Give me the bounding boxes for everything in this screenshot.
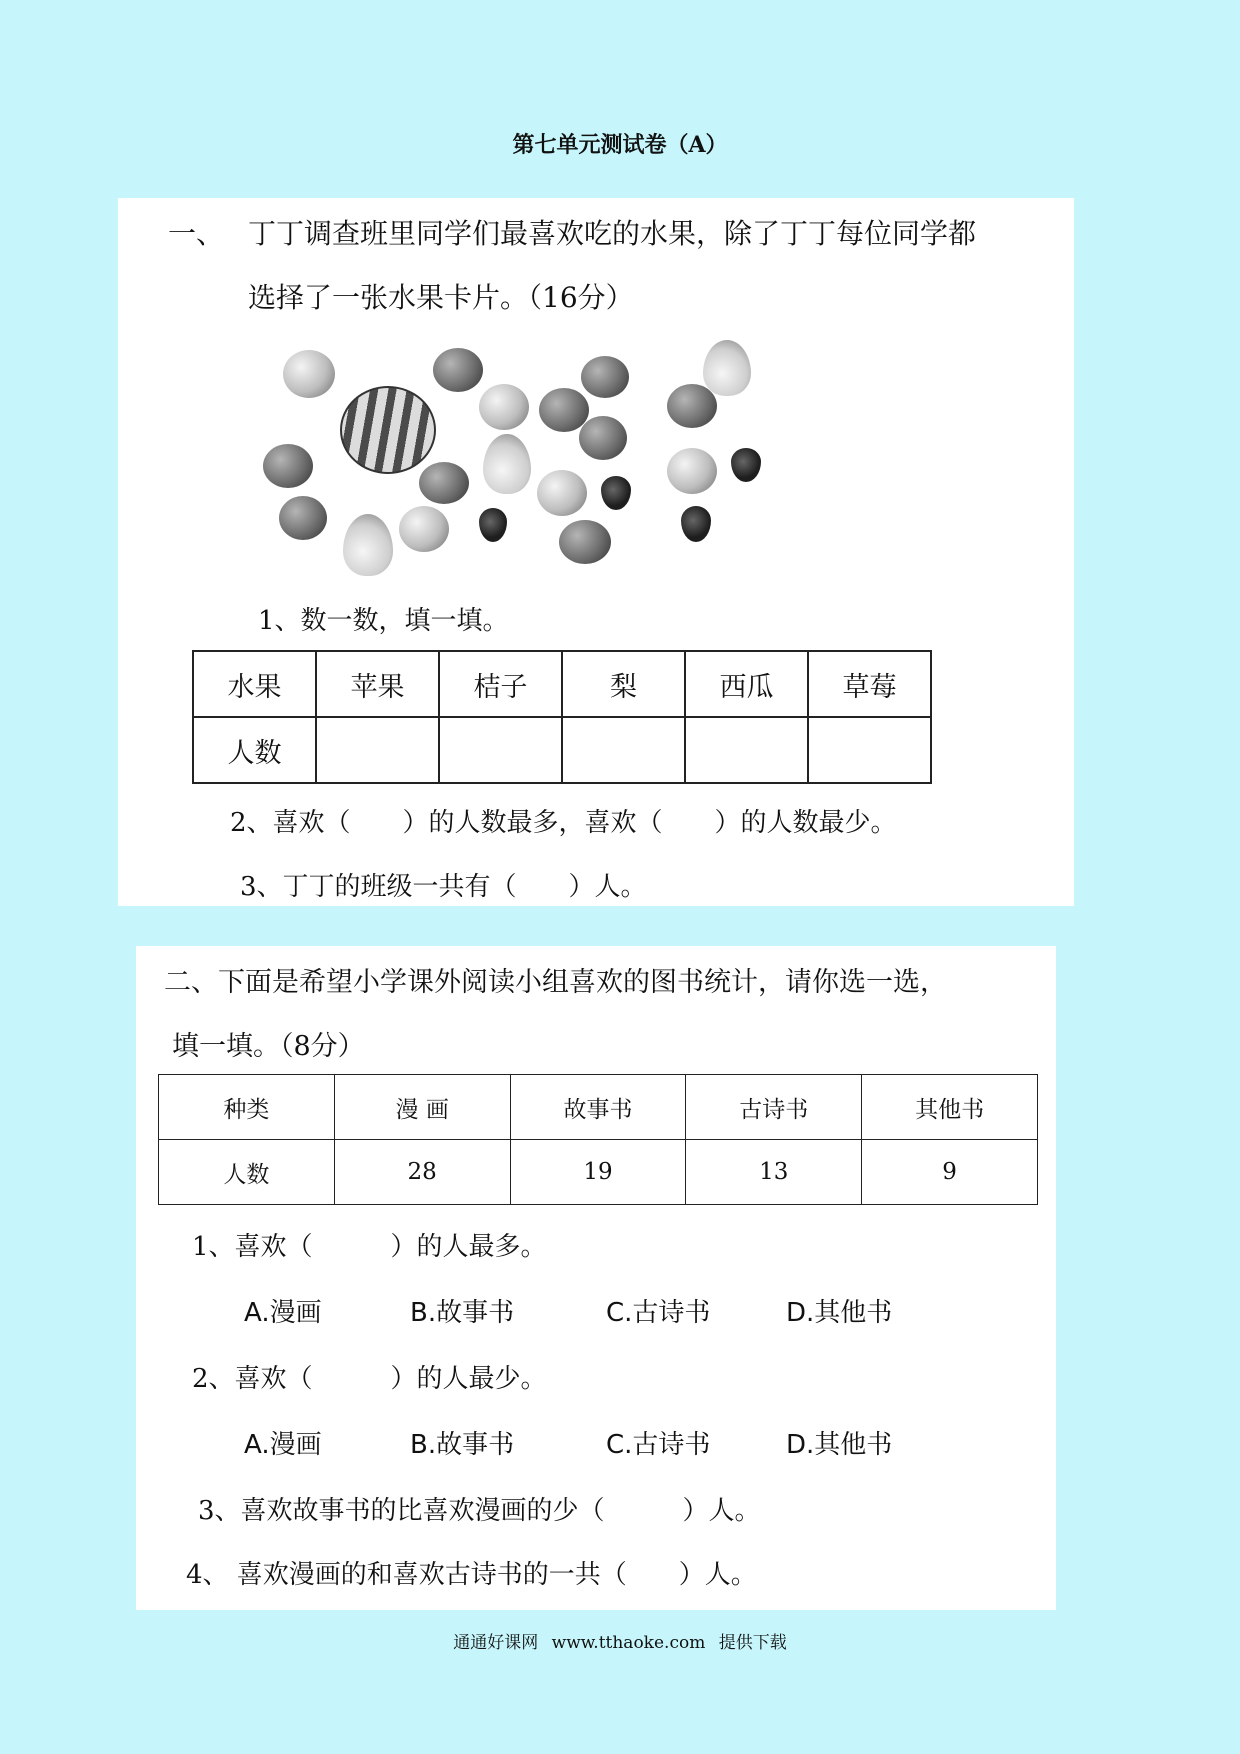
watermelon-picture xyxy=(340,386,436,474)
option-a[interactable]: A.漫画 xyxy=(244,1298,322,1328)
table-header-cell: 梨 xyxy=(562,651,685,717)
pear-picture xyxy=(483,434,531,494)
option-c[interactable]: C.古诗书 xyxy=(606,1298,711,1328)
apple-picture xyxy=(479,384,529,430)
orange-picture xyxy=(279,496,327,540)
table-row-label: 人数 xyxy=(193,717,316,783)
footer-url[interactable]: www.tthaoke.com xyxy=(551,1633,706,1653)
section-two-question-2: 2、喜欢（ ）的人最少。 xyxy=(192,1364,547,1394)
section-one-number: 一、 xyxy=(168,217,225,250)
option-d[interactable]: D.其他书 xyxy=(786,1430,893,1460)
orange-picture xyxy=(581,356,629,398)
apple-picture xyxy=(283,350,335,398)
table-header-cell: 漫 画 xyxy=(334,1075,510,1140)
section-two-text-line1: 二、下面是希望小学课外阅读小组喜欢的图书统计，请你选一选， xyxy=(164,967,947,998)
orange-picture xyxy=(433,348,483,392)
footer-suffix: 提供下载 xyxy=(718,1633,787,1653)
strawberry-picture xyxy=(731,448,761,482)
section-two-question-4: 4、 喜欢漫画的和喜欢古诗书的一共（ ）人。 xyxy=(186,1560,757,1590)
section-two-panel xyxy=(136,946,1056,1610)
apple-picture xyxy=(667,448,717,494)
table-header-cell: 苹果 xyxy=(316,651,439,717)
section-one-panel xyxy=(118,198,1074,906)
answer-cell[interactable] xyxy=(808,717,931,783)
section-one-question-1: 1、数一数，填一填。 xyxy=(258,606,509,636)
answer-cell[interactable] xyxy=(562,717,685,783)
section-two-question-1: 1、喜欢（ ）的人最多。 xyxy=(192,1232,547,1262)
section-one-text-line1: 丁丁调查班里同学们最喜欢吃的水果，除了丁丁每位同学都 xyxy=(248,217,977,250)
table-header-cell: 故事书 xyxy=(510,1075,686,1140)
section-one-heading xyxy=(168,212,976,252)
orange-picture xyxy=(579,416,627,460)
table-cell: 13 xyxy=(686,1140,862,1205)
table-cell: 9 xyxy=(862,1140,1038,1205)
page-title: 第七单元测试卷（A） xyxy=(512,132,728,158)
table-header-cell: 桔子 xyxy=(439,651,562,717)
section-one-text-line2: 选择了一张水果卡片。（16分） xyxy=(248,281,634,314)
table-row-label: 人数 xyxy=(159,1140,335,1205)
orange-picture xyxy=(559,520,611,564)
answer-cell[interactable] xyxy=(685,717,808,783)
pear-picture xyxy=(703,340,751,396)
table-cell: 28 xyxy=(334,1140,510,1205)
orange-picture xyxy=(419,462,469,504)
fruit-picture xyxy=(283,336,843,576)
option-a[interactable]: A.漫画 xyxy=(244,1430,322,1460)
strawberry-picture xyxy=(601,476,631,510)
table-header-cell: 种类 xyxy=(159,1075,335,1140)
strawberry-picture xyxy=(479,508,507,542)
fruit-count-table xyxy=(192,650,932,784)
orange-picture xyxy=(263,444,313,488)
option-d[interactable]: D.其他书 xyxy=(786,1298,893,1328)
table-header-cell: 草莓 xyxy=(808,651,931,717)
book-stats-table xyxy=(158,1074,1038,1205)
pear-picture xyxy=(343,514,393,576)
footer-site-name: 通通好课网 xyxy=(453,1633,539,1653)
option-c[interactable]: C.古诗书 xyxy=(606,1430,711,1460)
table-row xyxy=(159,1140,1038,1205)
table-cell: 19 xyxy=(510,1140,686,1205)
section-one-question-2: 2、喜欢（ ）的人数最多，喜欢（ ）的人数最少。 xyxy=(230,808,897,838)
apple-picture xyxy=(537,470,587,516)
option-b[interactable]: B.故事书 xyxy=(410,1298,515,1328)
table-row xyxy=(159,1075,1038,1140)
option-b[interactable]: B.故事书 xyxy=(410,1430,515,1460)
strawberry-picture xyxy=(681,506,711,542)
table-header-cell: 古诗书 xyxy=(686,1075,862,1140)
section-two-text-line2: 填一填。（8分） xyxy=(172,1031,365,1062)
table-header-cell: 西瓜 xyxy=(685,651,808,717)
answer-cell[interactable] xyxy=(439,717,562,783)
orange-picture xyxy=(539,388,589,432)
footer xyxy=(0,1628,1240,1653)
table-row xyxy=(193,717,931,783)
table-header-cell: 其他书 xyxy=(862,1075,1038,1140)
section-one-question-3: 3、丁丁的班级一共有（ ）人。 xyxy=(240,872,647,902)
table-row xyxy=(193,651,931,717)
table-header-cell: 水果 xyxy=(193,651,316,717)
answer-cell[interactable] xyxy=(316,717,439,783)
section-two-question-3: 3、喜欢故事书的比喜欢漫画的少（ ）人。 xyxy=(198,1496,761,1526)
apple-picture xyxy=(399,506,449,552)
orange-picture xyxy=(667,384,717,428)
